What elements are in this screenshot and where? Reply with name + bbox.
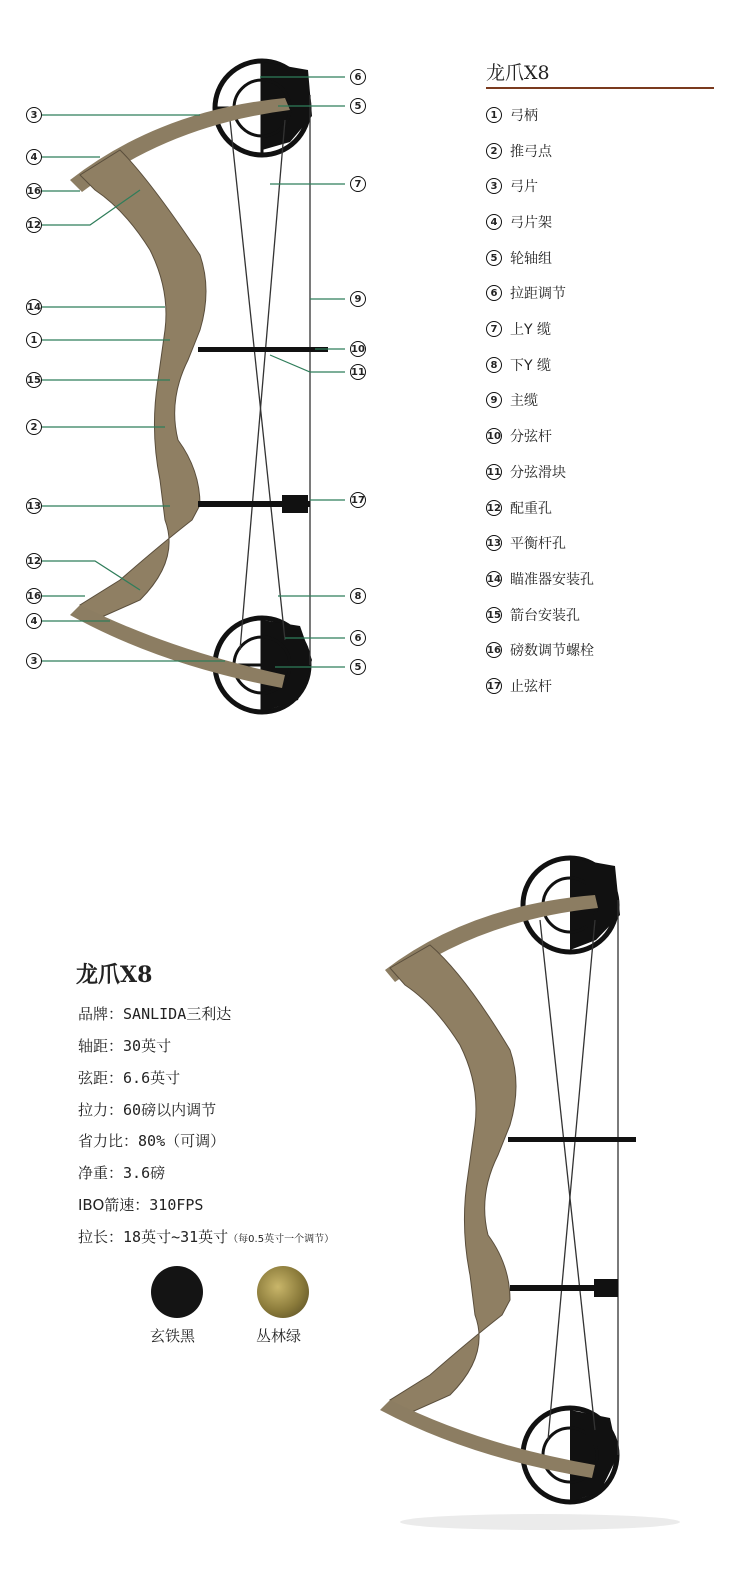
legend-item: 16 磅数调节螺栓 [487, 643, 594, 659]
cable-guard-rod [198, 347, 328, 352]
legend-title-underline [486, 87, 714, 89]
callout-3-upper: 3 [26, 107, 42, 123]
legend-item: 10 分弦杆 [487, 429, 552, 445]
callout-10: 10 [350, 341, 366, 357]
specs-title: 龙爪X8 [76, 962, 153, 988]
color-swatch-jungle-green[interactable] [257, 1266, 309, 1318]
legend-item: 8 下Y 缆 [486, 354, 551, 376]
callout-7: 7 [350, 176, 366, 192]
legend-item: 17 止弦杆 [487, 679, 552, 695]
legend-item: 6 拉距调节 [486, 282, 566, 304]
callout-9: 9 [350, 291, 366, 307]
spec-row: 轴距：30英寸 [78, 1037, 172, 1055]
callout-6-upper: 6 [350, 69, 366, 85]
spec-row: 品牌：SANLIDA三利达 [78, 1005, 232, 1023]
spec-row: 拉力：60磅以内调节 [78, 1101, 217, 1119]
riser [80, 150, 206, 620]
legend-item: 7 上Y 缆 [486, 318, 551, 340]
callout-16-upper: 16 [26, 183, 42, 199]
spec-row: IBO箭速：310FPS [78, 1196, 204, 1214]
callout-12-upper: 12 [26, 217, 42, 233]
color-label-black: 玄铁黑 [150, 1327, 196, 1345]
legend-item: 12 配重孔 [487, 501, 552, 517]
callout-16-lower: 16 [26, 588, 42, 604]
legend-item: 13 平衡杆孔 [487, 536, 566, 552]
spec-row: 拉长：18英寸~31英寸（每0.5英寸一个调节） [78, 1228, 335, 1246]
product-bow [380, 858, 680, 1530]
legend-item: 11 分弦滑块 [487, 465, 566, 481]
callout-4-lower: 4 [26, 613, 42, 629]
legend-item: 5 轮轴组 [486, 247, 552, 269]
callout-13: 13 [26, 498, 42, 514]
callout-11: 11 [350, 364, 366, 380]
spec-row: 省力比：80%（可调） [78, 1132, 226, 1150]
legend-item: 9 主缆 [486, 389, 538, 411]
spec-row: 净重：3.6磅 [78, 1164, 166, 1182]
callout-17: 17 [350, 492, 366, 508]
callout-5-lower: 5 [350, 659, 366, 675]
spec-note: （每0.5英寸一个调节） [228, 1234, 335, 1245]
callout-8: 8 [350, 588, 366, 604]
callout-15: 15 [26, 372, 42, 388]
legend-item: 3 弓片 [486, 175, 538, 197]
callout-14: 14 [26, 299, 42, 315]
callout-12-lower: 12 [26, 553, 42, 569]
cables [230, 95, 310, 665]
legend-item: 1 弓柄 [486, 104, 538, 126]
legend-item: 4 弓片架 [486, 211, 552, 233]
leader-lines [42, 77, 345, 667]
callout-1: 1 [26, 332, 42, 348]
bow-diagram [0, 0, 750, 760]
color-swatch-black[interactable] [151, 1266, 203, 1318]
callout-3-lower: 3 [26, 653, 42, 669]
legend-title: 龙爪X8 [486, 62, 550, 84]
callout-6-lower: 6 [350, 630, 366, 646]
legend-item: 15 箭台安装孔 [487, 608, 580, 624]
callout-2: 2 [26, 419, 42, 435]
legend-item: 14 瞄准器安装孔 [487, 572, 594, 588]
legend-item: 2 推弓点 [486, 140, 552, 162]
callout-5-upper: 5 [350, 98, 366, 114]
spec-row: 弦距：6.6英寸 [78, 1069, 181, 1087]
color-label-jungle-green: 丛林绿 [256, 1327, 302, 1345]
callout-4-upper: 4 [26, 149, 42, 165]
